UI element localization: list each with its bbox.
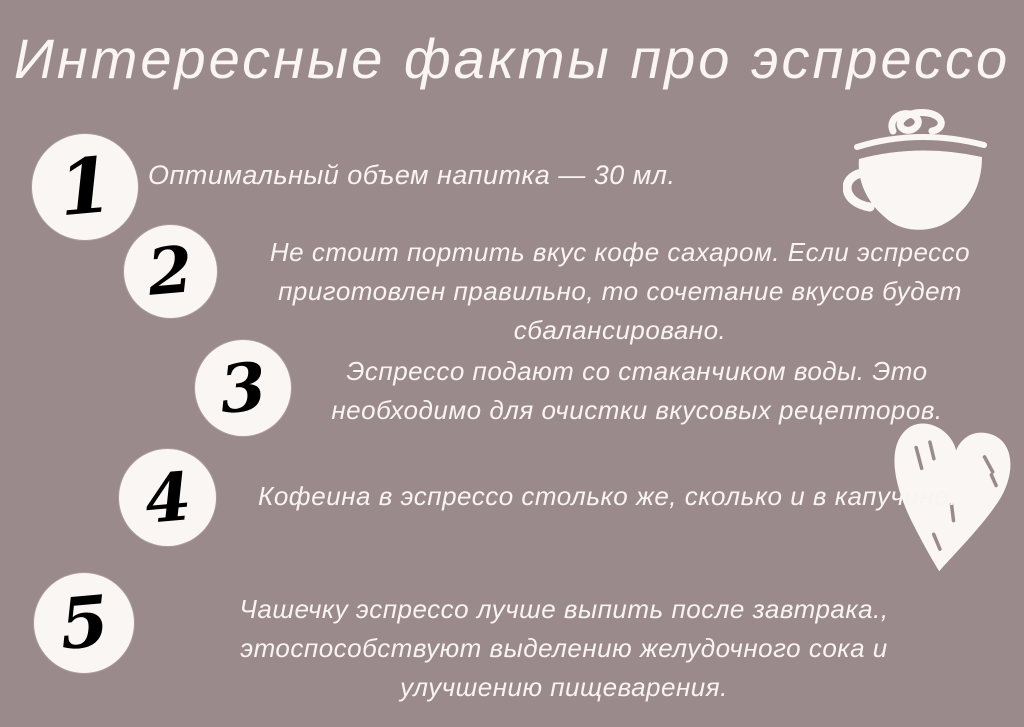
fact-number-badge-1 [32,134,138,240]
fact-number-5: 5 [56,579,112,666]
coffee-cup-icon [843,106,995,238]
fact-number-badge-5 [34,573,134,673]
fact-number-1: 1 [54,139,116,234]
fact-number-3: 3 [216,347,270,429]
fact-number-4: 4 [141,456,194,539]
fact-number-2: 2 [145,231,196,311]
fact-text-2: Не стоит портить вкус кофе сахаром. Если эспрессо приготовлен правильно, то сочетание вкусов будет сбалансировано. [269,237,971,345]
fact-number-badge-2 [124,225,217,318]
fact-number-badge-4 [119,449,216,546]
fact-number-badge-3 [195,340,291,436]
fact-text-4: Кофеина в эспрессо столько же, сколько и в капучино. [258,481,957,511]
page-title: Интересные факты про эспрессо [13,27,1011,90]
fact-text-5: Чашечку эспрессо лучше выпить после завтрака., этоспособствуют выделению желудочного сока и улучшению пищеварения. [239,594,889,702]
fact-text-3: Эспрессо подают со стаканчиком воды. Это необходимо для очистки вкусовых рецепторов. [331,356,943,425]
fact-text-1: Оптимальный объем напитка — 30 мл. [148,160,676,190]
